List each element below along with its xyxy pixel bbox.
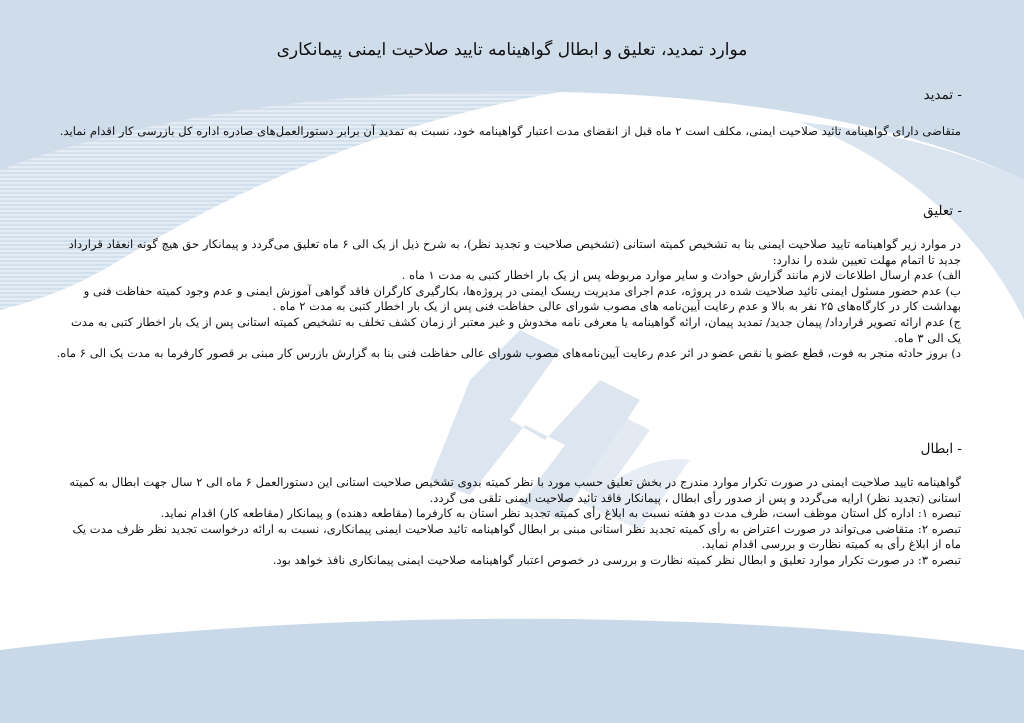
list-item: د) بروز حادثه منجر به فوت، قطع عضو یا نقص عضو در اثر عدم رعایت آیین‌نامه‌های مصوب شورای عالی حفاظت فنی بنا به گزارش بازرس کار مبنی بر قصور کارفرما به مدت یک الی ۶ ماه. xyxy=(56,346,961,361)
paragraph: در موارد زیر گواهینامه تایید صلاحیت ایمنی بنا به تشخیص کمیته استانی (تشخیص صلاحیت و تجدید نظر)، به شرح ذیل از یک الی ۶ ماه تعلیق می‌گردد و پیمانکار حق هیچ گونه انعقاد قرارداد جدید تا اتمام مهلت تعیین شده را ندارد: xyxy=(68,237,961,267)
section-heading-suspension: - تعلیق xyxy=(923,203,962,219)
note-item: تبصره ۱: اداره کل استان موظف است، ظرف مدت دو هفته نسبت به ابلاغ رأی کمیته تجدید نظر استان به کارفرما (مقاطعه دهنده) و پیمانکار (مقاطعه کار) اقدام نماید. xyxy=(160,506,961,521)
paragraph: متقاضی دارای گواهینامه تائید صلاحیت ایمنی، مکلف است ۲ ماه قبل از انقضای مدت اعتبار گواهینامه خود، نسبت به تمدید آن برابر دستورالعمل‌های صادره اداره کل بازرسی کار اقدام نماید. xyxy=(59,124,961,138)
list-item: ج) عدم ارائه تصویر قرارداد/ پیمان جدید/ تمدید پیمان، ارائه گواهینامه یا معرفی نامه مخدوش و غیر معتبر از زمان کشف تخلف به تشخیص کمیته استانی پس از یک بار اخطار کتبی به مدت یک الی ۳ ماه. xyxy=(70,314,961,345)
paragraph: گواهینامه تایید صلاحیت ایمنی در صورت تکرار موارد مندرج در بخش تعلیق حسب مورد با نظر کمیته بدوی تشخیص صلاحیت استانی این دستورالعمل ۶ ماه الی ۲ سال جهت ابطال به کمیته استانی (تجدید نظر) ارایه می‌گردد و پس از صدور رأی ابطال ، پیمانکار فاقد تائید صلاحیت ایمنی تلقی می گردد. xyxy=(69,475,961,505)
list-item: ب) عدم حضور مسئول ایمنی تائید صلاحیت شده در پروژه، عدم اجرای مدیریت ریسک ایمنی در پروژه‌ها، بکارگیری کارگران فاقد گواهی آموزش ایمنی و عدم وجود کمیته حفاظت فنی و بهداشت کار در کارگاه‌های ۲۵ نفر به بالا و عدم رعایت آیین‌نامه های مصوب شورای عالی حفاظت فنی پس از یک بار اخطار کتبی به مدت ۲ ماه . xyxy=(83,283,961,314)
note-item: تبصره ۲: متقاضی می‌تواند در صورت اعتراض به رأی کمیته تجدید نظر استانی مبنی بر ابطال گواهینامه تائید صلاحیت ایمنی پیمانکاری، نسبت به ارائه درخواست تجدید نظر ظرف مدت یک ماه از ابلاغ رأی به کمیته نظارت و بررسی اقدام نماید. xyxy=(72,521,961,552)
section-heading-renewal: - تمدید xyxy=(923,87,962,103)
section-body-revocation xyxy=(56,475,961,569)
section-body-renewal xyxy=(56,124,961,140)
list-item: الف) عدم ارسال اطلاعات لازم مانند گزارش حوادث و سایر موارد مربوطه پس از یک بار اخطار کتبی به مدت ۱ ماه . xyxy=(401,268,961,283)
section-body-suspension xyxy=(56,237,961,362)
section-heading-revocation: - ابطال xyxy=(920,441,962,457)
page-title: موارد تمدید، تعلیق و ابطال گواهینامه تایید صلاحیت ایمنی پیمانکاری xyxy=(276,40,748,60)
note-item: تبصره ۳: در صورت تکرار موارد تعلیق و ابطال نظر کمیته نظارت و بررسی در خصوص اعتبار گواهینامه صلاحیت ایمنی پیمانکاری نافذ خواهد بود. xyxy=(272,552,961,567)
